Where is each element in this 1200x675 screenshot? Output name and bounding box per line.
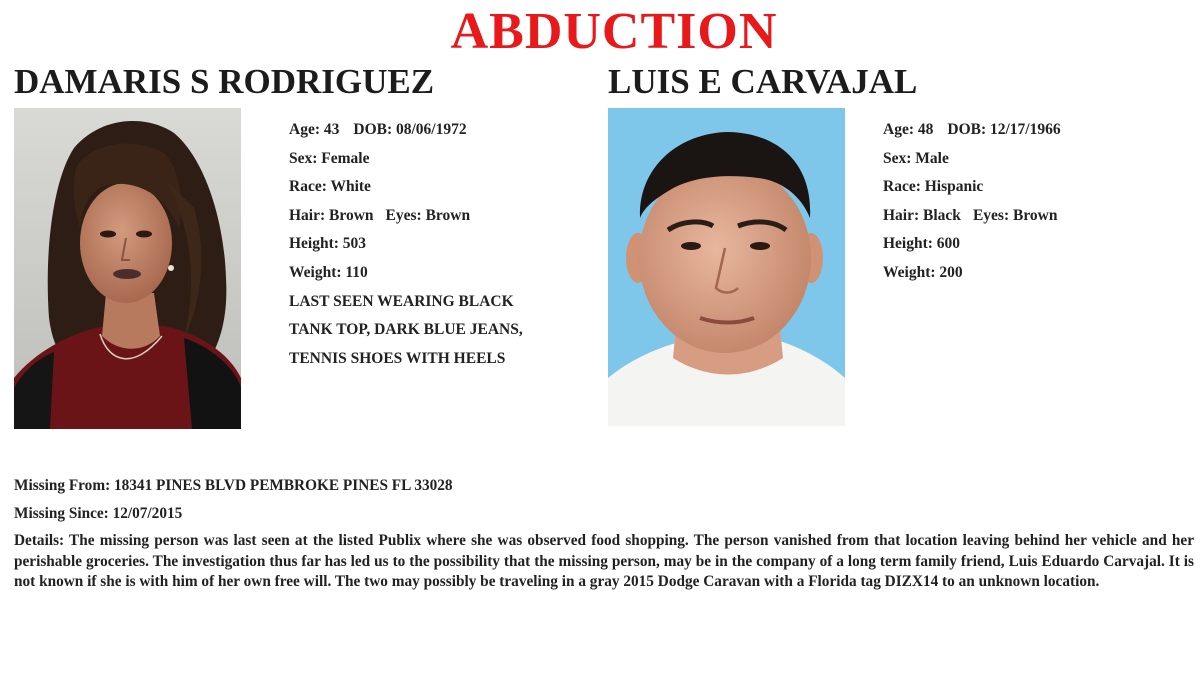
person2-age-dob xyxy=(883,116,1183,145)
person1-sex: Sex: Female xyxy=(289,149,370,167)
person1-eyes: Eyes: Brown xyxy=(385,206,471,224)
person1-clothing-line: TENNIS SHOES WITH HEELS xyxy=(289,349,506,367)
person2-weight: Weight: 200 xyxy=(883,263,963,281)
person1-dob: DOB: 08/06/1972 xyxy=(353,121,467,138)
person1-clothing-line: TANK TOP, DARK BLUE JEANS, xyxy=(289,321,523,339)
person2-photo xyxy=(608,108,845,426)
person2-dob: DOB: 12/17/1966 xyxy=(947,121,1061,138)
person2-name: LUIS E CARVAJAL xyxy=(608,62,918,101)
person2-details xyxy=(883,116,1183,288)
missing-since: Missing Since: 12/07/2015 xyxy=(14,505,183,522)
person2-hair: Hair: Black xyxy=(883,206,961,224)
details-paragraph: Details: The missing person was last seen at the listed Publix where she was observed food shopping. The person vanished from that location leaving behind her vehicle and her perishable groceries. The investigation thus far has led us to the possibility that the missing person, may be in the company of a long term family friend, Luis Eduardo Carvajal. It is not known if she is with him of her own free will. The two may possibly be traveling in a gray 2015 Dodge Caravan with a Florida tag DIZX14 to an unknown location. xyxy=(14,532,1194,590)
person1-age-dob xyxy=(289,116,599,145)
person2-height: Height: 600 xyxy=(883,235,961,253)
person1-hair: Hair: Brown xyxy=(289,206,374,224)
poster-title: ABDUCTION xyxy=(450,3,778,60)
person2-sex: Sex: Male xyxy=(883,149,949,167)
person1-name: DAMARIS S RODRIGUEZ xyxy=(14,62,435,101)
person1-hair-eyes xyxy=(289,202,599,231)
person1-weight: Weight: 110 xyxy=(289,263,368,281)
person2-eyes: Eyes: Brown xyxy=(972,206,1058,224)
missing-from: Missing From: 18341 PINES BLVD PEMBROKE PINES FL 33028 xyxy=(14,477,453,494)
person2-age: Age: 48 xyxy=(883,121,934,138)
person1-race: Race: White xyxy=(289,178,371,196)
case-details xyxy=(14,472,1194,593)
person2-race: Race: Hispanic xyxy=(883,178,984,196)
person1-photo xyxy=(14,108,241,429)
person1-details xyxy=(289,116,599,373)
person1-age: Age: 43 xyxy=(289,121,340,138)
person2-hair-eyes xyxy=(883,202,1183,231)
person1-clothing-line: LAST SEEN WEARING BLACK xyxy=(289,292,514,310)
person1-height: Height: 503 xyxy=(289,235,367,253)
